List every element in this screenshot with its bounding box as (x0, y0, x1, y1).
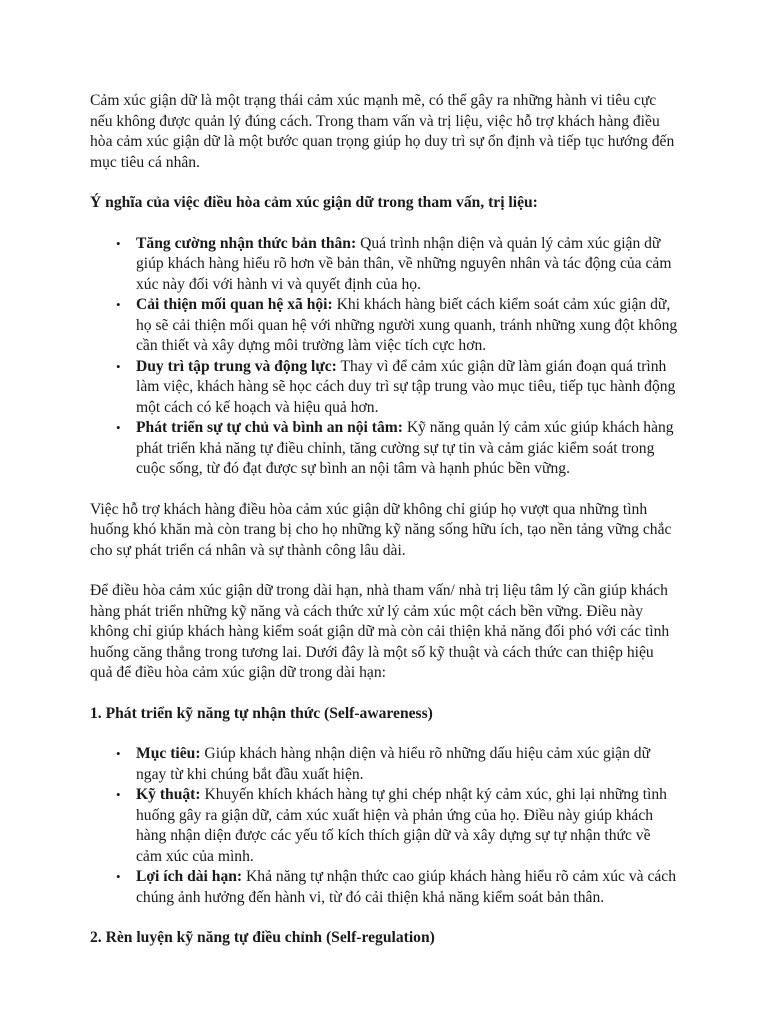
item-text: Thay vì để cảm xúc giận dữ làm gián đoạn quá trình làm việc, khách hàng sẽ học cách duy trì sự tập trung vào mục tiêu, tiếp tục hành động một cách có kế hoạch và hiệu quả hơn. (136, 357, 676, 416)
list-item (116, 234, 680, 296)
significance-heading: Ý nghĩa của việc điều hòa cảm xúc giận dữ trong tham vấn, trị liệu: (90, 194, 538, 211)
item-text: Khả năng tự nhận thức cao giúp khách hàng hiểu rõ cảm xúc và cách chúng ảnh hưởng đến hành vi, từ đó cải thiện khả năng kiểm soát bản thân. (136, 868, 677, 906)
item-term: Phát triển sự tự chủ và bình an nội tâm: (136, 419, 403, 436)
item-term: Duy trì tập trung và động lực: (136, 357, 337, 375)
section2-heading: 2. Rèn luyện kỹ năng tự điều chỉnh (Self-regulation) (90, 929, 435, 946)
list-item (116, 867, 680, 908)
intro-paragraph: Cảm xúc giận dữ là một trạng thái cảm xúc mạnh mẽ, có thể gây ra những hành vi tiêu cực nếu không được quản lý đúng cách. Trong tham vấn và trị liệu, việc hỗ trợ khách hàng điều hòa cảm xúc giận dữ là một bước quan trọng giúp họ duy trì sự ổn định và tiếp tục hướng đến mục tiêu cá nhân. (90, 92, 675, 171)
item-text: Khuyến khích khách hàng tự ghi chép nhật ký cảm xúc, ghi lại những tình huống gây ra giận dữ, cảm xúc xuất hiện và phản ứng của họ. Điều này giúp khách hàng nhận diện được các yếu tố kích thích giận dữ và xây dựng sự tự nhận thức về cảm xúc của mình. (136, 786, 667, 865)
bullet-icon: • (116, 420, 121, 435)
item-text: Quá trình nhận diện và quản lý cảm xúc giận dữ giúp khách hàng hiểu rõ hơn về bản thân, về những nguyên nhân và tác động của cảm xúc này đối với hành vi và quyết định của họ. (136, 234, 672, 293)
list-item (116, 785, 680, 867)
item-term: Cải thiện mối quan hệ xã hội: (136, 296, 333, 313)
section1-heading: 1. Phát triển kỹ năng tự nhận thức (Self-awareness) (90, 704, 433, 722)
item-term: Mục tiêu: (136, 745, 201, 762)
bullet-icon: • (116, 746, 121, 761)
list-item (116, 357, 680, 419)
bullet-icon: • (116, 869, 121, 884)
bullet-icon: • (116, 235, 121, 251)
bullet-icon: • (116, 787, 121, 802)
item-term: Tăng cường nhận thức bản thân: (136, 234, 357, 252)
significance-list (90, 234, 680, 480)
item-text: Khi khách hàng biết cách kiểm soát cảm xúc giận dữ, họ sẽ cải thiện mối quan hệ với những người xung quanh, tránh những xung đột không cần thiết và xây dựng môi trường làm việc tích cực hơn. (136, 296, 678, 354)
item-term: Kỹ thuật: (136, 786, 201, 803)
item-text: Giúp khách hàng nhận diện và hiểu rõ những dấu hiệu cảm xúc giận dữ ngay từ khi chúng bắt đầu xuất hiện. (136, 745, 651, 783)
bullet-icon: • (116, 358, 121, 374)
bullet-icon: • (116, 297, 121, 312)
support-paragraph: Việc hỗ trợ khách hàng điều hòa cảm xúc giận dữ không chỉ giúp họ vượt qua những tình huống khó khăn mà còn trang bị cho họ những kỹ năng sống hữu ích, tạo nền tảng vững chắc cho sự phát triển cá nhân và sự thành công lâu dài. (90, 500, 672, 559)
list-item (116, 744, 680, 785)
item-text: Kỹ năng quản lý cảm xúc giúp khách hàng phát triển khả năng tự điều chỉnh, tăng cường sự tự tin và cảm giác kiểm soát trong cuộc sống, từ đó đạt được sự bình an nội tâm và hạnh phúc bền vững. (136, 419, 674, 477)
item-term: Lợi ích dài hạn: (136, 868, 243, 885)
section1-list (90, 744, 680, 908)
list-item (116, 295, 680, 357)
list-item (116, 418, 680, 480)
longterm-paragraph: Để điều hòa cảm xúc giận dữ trong dài hạn, nhà tham vấn/ nhà trị liệu tâm lý cần giúp khách hàng phát triển những kỹ năng và cách thức xử lý cảm xúc một cách bền vững. Điều này không chỉ giúp khách hàng kiểm soát giận dữ mà còn cải thiện khả năng đối phó với các tình huống căng thẳng trong tương lai. Dưới đây là một số kỹ thuật và cách thức can thiệp hiệu quả để điều hòa cảm xúc giận dữ trong dài hạn: (90, 582, 670, 681)
